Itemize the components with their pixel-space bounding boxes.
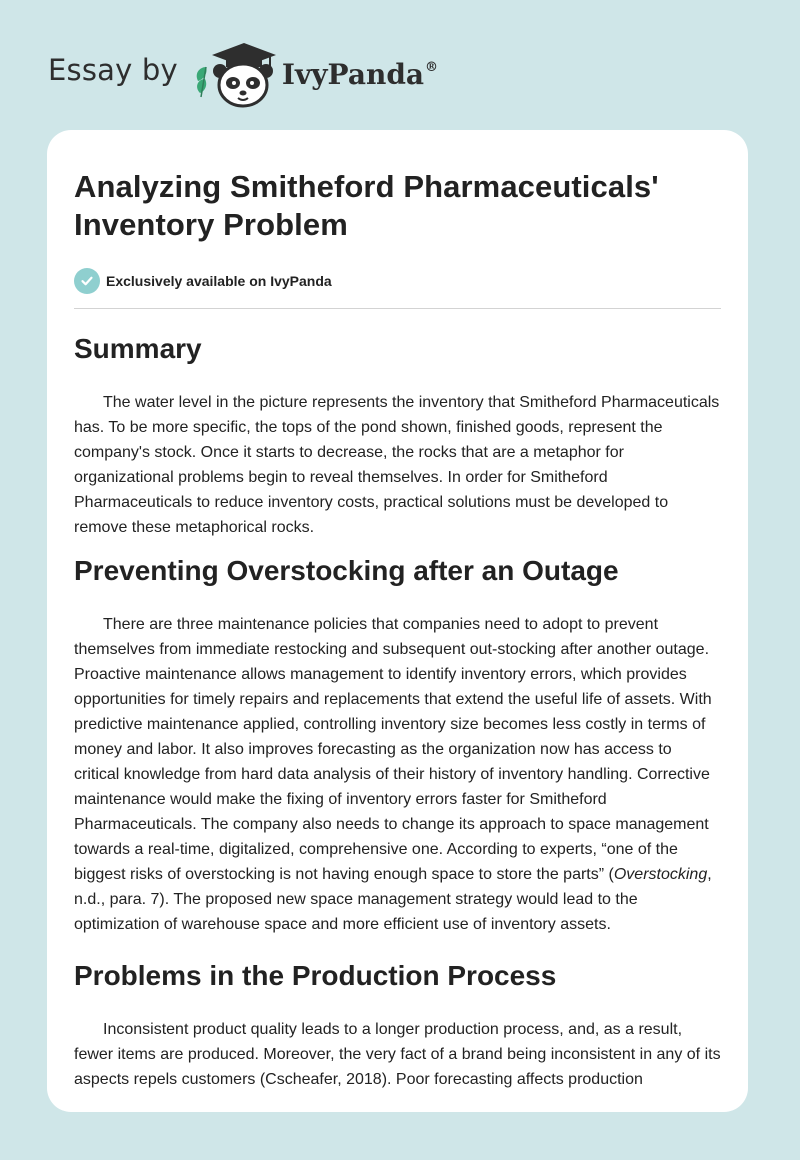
section-preventing-overstocking xyxy=(74,554,721,937)
check-circle-icon xyxy=(74,268,100,294)
page-title: Analyzing Smitheford Pharmaceuticals' Inventory Problem xyxy=(74,169,659,242)
exclusive-badge xyxy=(74,268,721,294)
brand-name: IvyPanda® xyxy=(281,57,439,91)
section-paragraph: Inconsistent product quality leads to a longer production process, and, as a result, fewer items are produced. Moreover, the very fact of a brand being inconsistent in any of its aspects repels customers (Cscheafer, 2018). Poor forecasting affects production xyxy=(74,1021,721,1088)
brand-header[interactable] xyxy=(48,38,438,108)
section-paragraph xyxy=(74,612,721,937)
citation-title: Overstocking xyxy=(613,866,708,883)
section-heading: Problems in the Production Process xyxy=(74,960,557,991)
paragraph-text-part: , n.d., para. 7). The proposed new space management strategy would lead to the optimization of warehouse space and more efficient use of inventory assets. xyxy=(74,866,712,933)
section-heading: Preventing Overstocking after an Outage xyxy=(74,555,619,586)
exclusive-label: Exclusively available on IvyPanda xyxy=(106,273,332,289)
section-heading: Summary xyxy=(74,333,202,364)
section-paragraph: The water level in the picture represents the inventory that Smitheford Pharmaceuticals has. To be more specific, the tops of the pond shown, finished goods, represent the company's stock. Once it starts to decrease, the rocks that are a metaphor for organizational problems begin to reveal themselves. In order for Smitheford Pharmaceuticals to reduce inventory costs, practical solutions must be developed to remove these metaphorical rocks. xyxy=(74,394,720,536)
essay-by-label: Essay by xyxy=(48,53,178,87)
essay-card xyxy=(47,130,748,1112)
title-divider xyxy=(74,308,721,309)
section-summary xyxy=(74,332,721,540)
section-production-problems xyxy=(74,959,721,1092)
paragraph-text-part: There are three maintenance policies that companies need to adopt to prevent themselves from immediate restocking and subsequent out-stocking after another outage. Proactive maintenance allows management to identify inventory errors, which provides opportunities for timely repairs and replacements that extend the useful life of assets. With predictive maintenance applied, controlling inventory size becomes less costly in terms of money and labor. It also improves forecasting as the organization now has access to critical knowledge from hard data analysis of their history of inventory handling. Corrective maintenance would make the fixing of inventory errors faster for Smitheford Pharmaceuticals. The company also needs to change its approach to space management towards a real-time, digitalized, comprehensive one. According to experts, “one of the biggest risks of overstocking is not having enough space to store the parts” ( xyxy=(74,616,712,883)
panda-graduation-icon xyxy=(192,37,276,109)
